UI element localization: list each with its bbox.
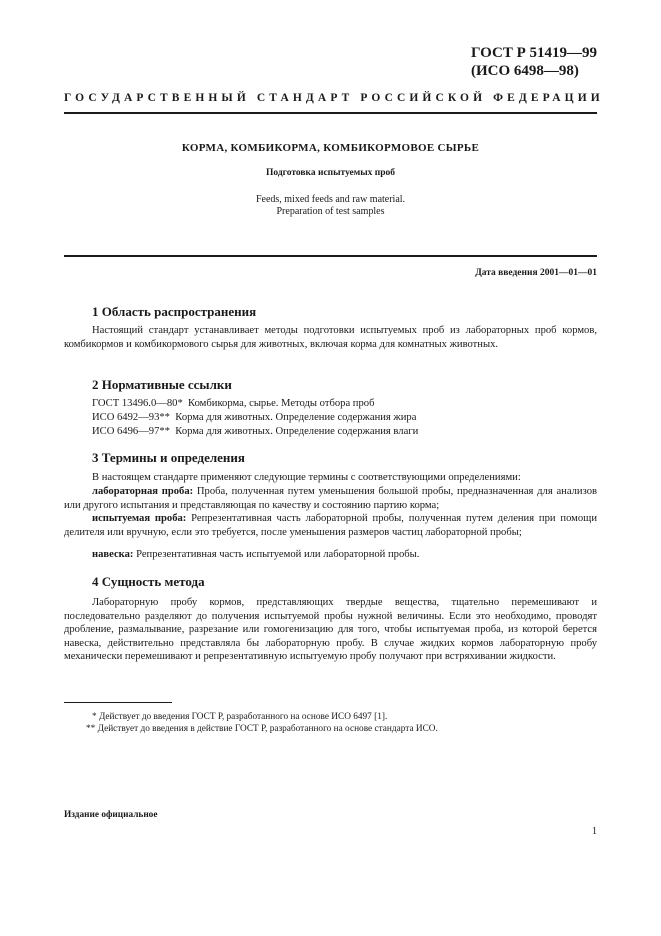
section-1-heading: 1 Область распространения — [92, 304, 257, 319]
reference-code: ИСО 6492—93** — [92, 412, 170, 423]
term-name: испытуемая проба: — [92, 513, 187, 524]
term-text: Проба, полученная путем уменьшения большой пробы, предназначенная для анализов или другого испытания и представляющая по качеству и состоянию партию корма; — [64, 486, 597, 511]
footnote: * Действует до введения ГОСТ Р, разработанного на основе ИСО 6497 [1]. — [92, 712, 388, 722]
reference-item — [92, 397, 374, 411]
reference-item — [92, 425, 418, 439]
document-subtitle: Подготовка испытуемых проб — [265, 168, 396, 178]
official-edition-label: Издание официальное — [64, 810, 158, 820]
section-3-heading: 3 Термины и определения — [92, 450, 245, 465]
term-definition — [64, 512, 597, 539]
reference-code: ГОСТ 13496.0—80* — [92, 398, 183, 409]
reference-title: Комбикорма, сырье. Методы отбора проб — [188, 398, 375, 409]
section-1-text: Настоящий стандарт устанавливает методы подготовки испытуемых проб из лабораторных проб кормов, комбикормов и комбикормового сырья для животных, включая корма для комнатных животных. — [64, 325, 597, 350]
term-definition — [64, 485, 597, 512]
english-title — [64, 194, 597, 218]
gost-code — [471, 44, 597, 80]
english-title-line1: Feeds, mixed feeds and raw material. — [255, 194, 406, 205]
title-divider — [64, 255, 597, 257]
reference-title: Корма для животных. Определение содержания жира — [175, 412, 417, 423]
state-standard-title: ГОСУДАРСТВЕННЫЙ СТАНДАРТ РОССИЙСКОЙ ФЕДЕРАЦИИ — [64, 92, 604, 104]
term-name: лабораторная проба: — [92, 486, 194, 497]
footnote-divider — [64, 702, 172, 703]
english-title-line2: Preparation of test samples — [276, 206, 385, 217]
introduction-date: Дата введения 2001—01—01 — [475, 268, 597, 278]
section-2-heading: 2 Нормативные ссылки — [92, 377, 232, 392]
section-4-heading: 4 Сущность метода — [92, 574, 205, 589]
document-title: КОРМА, КОМБИКОРМА, КОМБИКОРМОВОЕ СЫРЬЕ — [181, 142, 480, 154]
term-name: навеска: — [92, 549, 134, 560]
iso-code-number: (ИСО 6498—98) — [470, 63, 579, 79]
footnote: ** Действует до введения в действие ГОСТ Р, разработанного на основе стандарта ИСО. — [86, 724, 438, 734]
gost-code-number: ГОСТ Р 51419—99 — [470, 45, 597, 61]
reference-code: ИСО 6496—97** — [92, 426, 170, 437]
reference-title: Корма для животных. Определение содержания влаги — [175, 426, 419, 437]
page-number: 1 — [592, 826, 597, 837]
section-3-intro: В настоящем стандарте применяют следующие термины с соответствующими определениями: — [92, 472, 521, 483]
term-definition — [64, 548, 597, 562]
top-divider — [64, 112, 597, 114]
term-text: Репрезентативная часть испытуемой или лабораторной пробы. — [133, 549, 420, 560]
term-text: Репрезентативная часть лабораторной пробы, полученная путем деления при помощи делителя или вручную, если это требуется, после уменьшения размеров частиц лабораторной пробы; — [64, 513, 597, 538]
section-4-text: Лабораторную пробу кормов, представляющих твердые вещества, тщательно перемешивают и последовательно разделяют до получения испытуемой пробы нужной величины. Если это необходимо, проводят дробление, размалывание, разрезание или гомогенизацию для того, чтобы испытуемая проба, из которой берется навеска, действительно представляла бы лабораторную пробу. В случае жидких кормов лабораторную пробу механически перемешивают и репрезентативную испытуемую пробу получают при встряхивании жидкости. — [64, 597, 597, 663]
reference-item — [92, 411, 416, 425]
